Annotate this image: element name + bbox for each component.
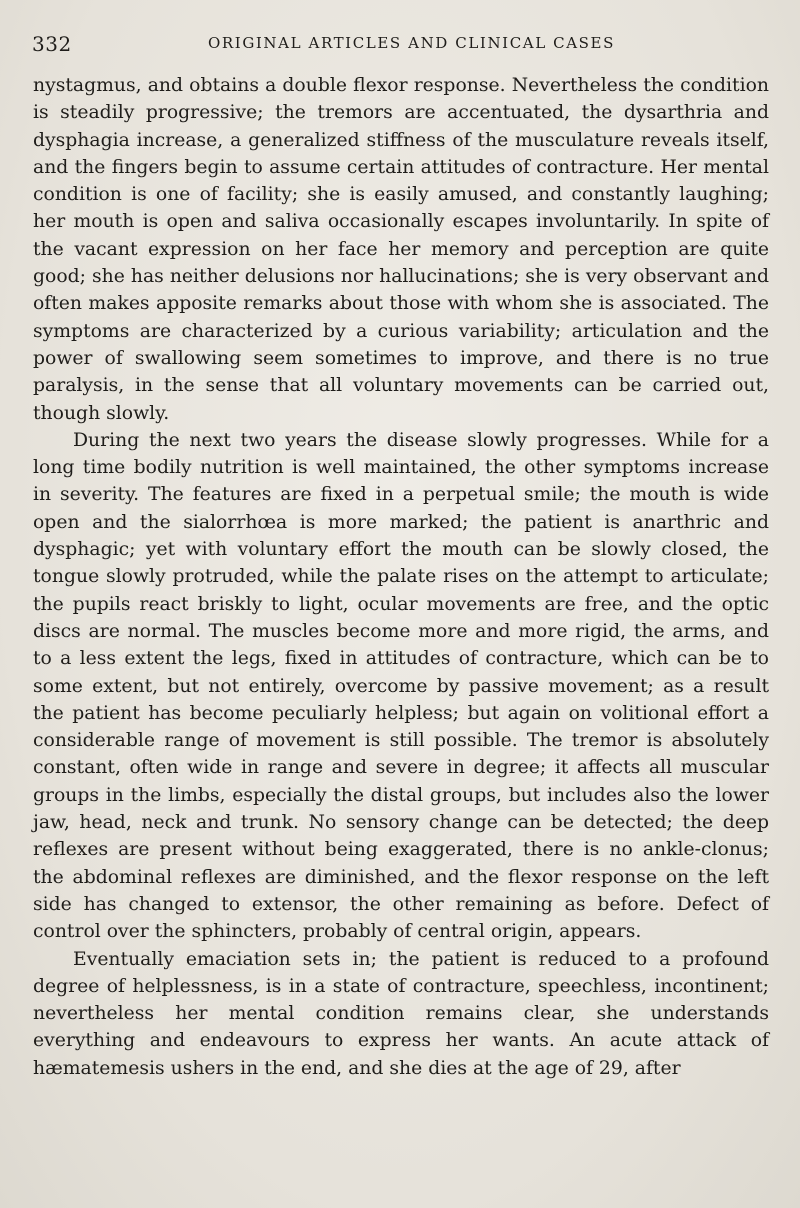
- paragraph-continued: nystagmus, and obtains a double flexor response. Nevertheless the condition is steadily progressive; the tremors are accentuated, the dysarthria and dysphagia increase, a generalized stiffness of the musculature reveals itself, and the fingers begin to assume certain attitudes of contracture. Her mental condition is one of facility; she is easily amused, and constantly laughing; her mouth is open and saliva occasionally escapes involuntarily. In spite of the vacant expression on her face her memory and perception are quite good; she has neither delusions nor hallucinations; she is very observant and often makes apposite remarks about those with whom she is associated. The symptoms are characterized by a curious variability; articulation and the power of swallowing seem sometimes to improve, and there is no true paralysis, in the sense that all voluntary movements can be carried out, though slowly.: [33, 75, 769, 424]
- running-title: ORIGINAL ARTICLES AND CLINICAL CASES: [208, 34, 615, 52]
- page-number: 332: [32, 32, 72, 56]
- body-text: [33, 72, 769, 1082]
- paragraph: During the next two years the disease slowly progresses. While for a long time bodily nutrition is well maintained, the other symptoms increase in severity. The features are fixed in a perpetual smile; the mouth is wide open and the sialorrhœa is more marked; the patient is anarthric and dysphagic; yet with voluntary effort the mouth can be slowly closed, the tongue slowly protruded, while the palate rises on the attempt to articulate; the pupils react briskly to light, ocular movements are free, and the optic discs are normal. The muscles become more and more rigid, the arms, and to a less extent the legs, fixed in attitudes of contracture, which can be to some extent, but not entirely, overcome by passive movement; as a result the patient has become peculiarly helpless; but again on volitional effort a considerable range of movement is still possible. The tremor is absolutely constant, often wide in range and severe in degree; it affects all muscular groups in the limbs, especially the distal groups, but includes also the lower jaw, head, neck and trunk. No sensory change can be detected; the deep reflexes are present without being exaggerated, there is no ankle-clonus; the abdominal reflexes are diminished, and the flexor response on the left side has changed to extensor, the other remaining as before. Defect of control over the sphincters, probably of central origin, appears.: [33, 429, 769, 943]
- paragraph: Eventually emaciation sets in; the patient is reduced to a profound degree of helplessness, is in a state of contracture, speechless, incontinent; nevertheless her mental condition remains clear, she understands everything and endeavours to express her wants. An acute attack of hæmatemesis ushers in the end, and she dies at the age of 29, after: [33, 948, 769, 1079]
- running-head: [28, 28, 770, 60]
